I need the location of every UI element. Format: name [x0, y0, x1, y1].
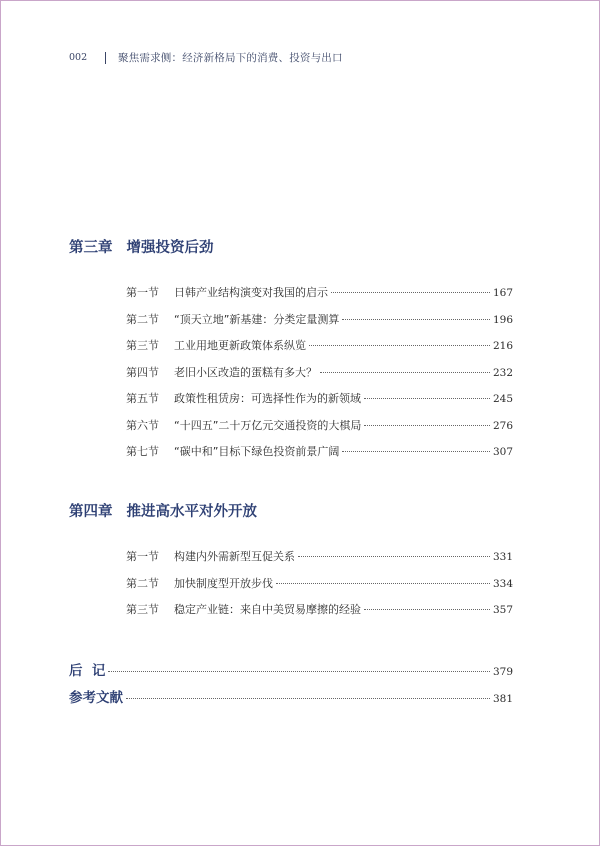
back-matter-page: 379 — [492, 666, 513, 678]
header-divider — [105, 52, 106, 64]
section-title: “十四五”二十万亿元交通投资的大棋局 — [174, 418, 362, 432]
section-page: 167 — [492, 287, 513, 299]
running-header — [69, 50, 343, 65]
dot-leader — [298, 555, 490, 557]
toc-entry[interactable] — [126, 337, 513, 364]
section-page: 245 — [492, 393, 513, 405]
section-number: 第七节 — [126, 445, 159, 458]
section-title: “顶天立地”新基建：分类定量测算 — [174, 312, 340, 326]
book-title: 聚焦需求侧：经济新格局下的消费、投资与出口 — [118, 52, 343, 64]
section-title: 老旧小区改造的蛋糕有多大？ — [174, 365, 317, 379]
dot-leader — [309, 344, 490, 346]
dot-leader — [364, 608, 490, 610]
section-title: 稳定产业链：来自中美贸易摩擦的经验 — [174, 603, 361, 616]
section-number: 第一节 — [126, 286, 159, 299]
section-page: 357 — [492, 604, 513, 616]
section-number: 第四节 — [126, 365, 159, 379]
section-page: 232 — [492, 366, 513, 379]
back-matter — [69, 659, 513, 713]
section-title: 构建内外需新型互促关系 — [174, 550, 295, 563]
section-number: 第五节 — [126, 392, 159, 405]
section-page: 276 — [492, 419, 513, 432]
chapter-number: 第四章 — [69, 504, 113, 520]
section-title: 加快制度型开放步伐 — [174, 576, 273, 590]
dot-leader — [276, 582, 490, 584]
chapter-number: 第三章 — [69, 240, 113, 256]
dot-leader — [126, 697, 490, 699]
back-matter-title: 后 记 — [69, 663, 106, 679]
section-page: 334 — [492, 577, 513, 590]
toc-entry[interactable] — [126, 548, 513, 575]
toc-entry[interactable] — [126, 417, 513, 444]
toc-entry[interactable] — [126, 364, 513, 391]
chapter-3-sections — [126, 284, 513, 470]
toc-entry[interactable] — [126, 575, 513, 602]
chapter-heading — [69, 236, 214, 257]
toc-entry[interactable] — [126, 601, 513, 628]
section-number: 第六节 — [126, 418, 159, 432]
section-number: 第三节 — [126, 603, 159, 616]
dot-leader — [364, 424, 490, 426]
section-page: 307 — [492, 446, 513, 458]
section-number: 第三节 — [126, 339, 159, 352]
toc-entry[interactable] — [126, 311, 513, 338]
back-matter-title: 参考文献 — [69, 690, 123, 706]
section-title: “碳中和”目标下绿色投资前景广阔 — [174, 445, 340, 458]
section-title: 工业用地更新政策体系纵览 — [174, 339, 306, 352]
section-number: 第二节 — [126, 576, 159, 590]
dot-leader — [108, 670, 490, 672]
dot-leader — [364, 397, 490, 399]
toc-entry[interactable] — [69, 686, 513, 713]
dot-leader — [342, 450, 490, 452]
chapter-4-sections — [126, 548, 513, 628]
section-title: 日韩产业结构演变对我国的启示 — [174, 286, 328, 299]
dot-leader — [331, 291, 490, 293]
toc-entry[interactable] — [126, 443, 513, 470]
chapter-heading — [69, 500, 257, 521]
toc-entry[interactable] — [126, 390, 513, 417]
back-matter-page: 381 — [492, 693, 513, 705]
section-number: 第一节 — [126, 550, 159, 563]
chapter-title: 推进高水平对外开放 — [126, 504, 257, 520]
toc-entry[interactable] — [69, 659, 513, 686]
page-number: 002 — [69, 52, 88, 63]
section-page: 331 — [492, 551, 513, 563]
dot-leader — [320, 371, 490, 373]
section-page: 216 — [492, 340, 513, 352]
section-page: 196 — [492, 313, 513, 326]
section-number: 第二节 — [126, 312, 159, 326]
toc-entry[interactable] — [126, 284, 513, 311]
dot-leader — [342, 318, 490, 320]
chapter-title: 增强投资后劲 — [126, 240, 214, 256]
section-title: 政策性租赁房：可选择性作为的新领域 — [174, 392, 361, 405]
